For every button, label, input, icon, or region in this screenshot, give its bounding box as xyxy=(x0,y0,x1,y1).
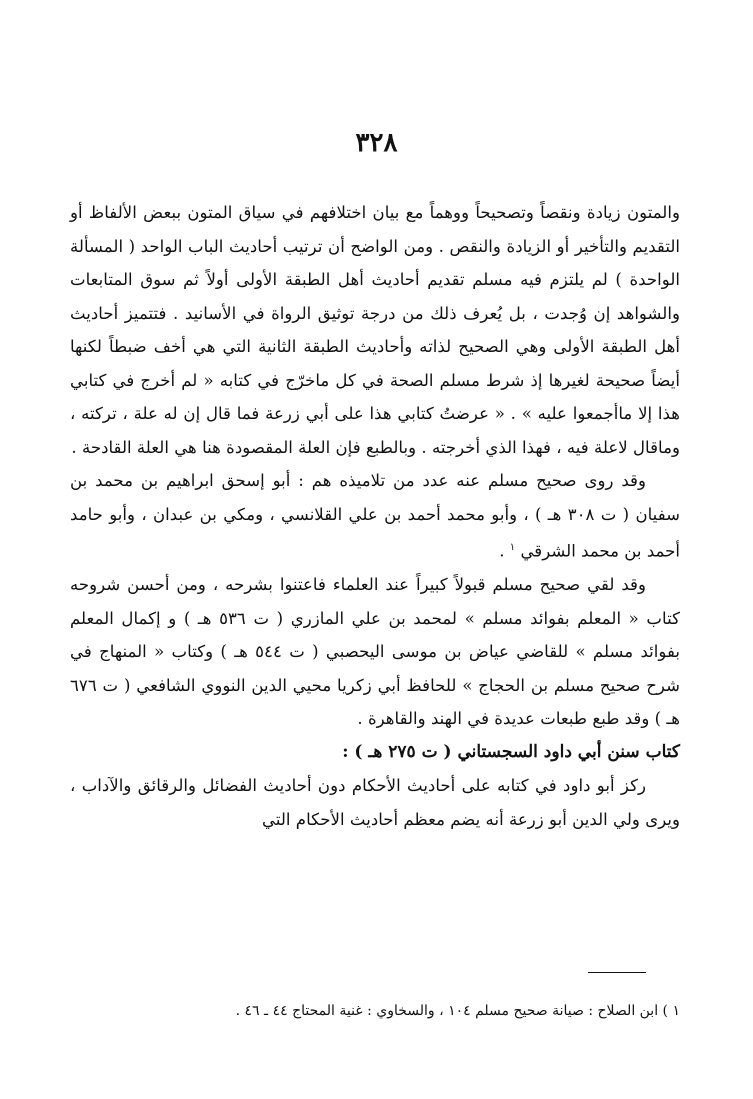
body-text xyxy=(70,196,680,836)
section-heading: كتاب سنن أبي داود السجستاني ( ت ٢٧٥ هـ ) : xyxy=(342,741,680,762)
paragraph-2-end: . xyxy=(499,541,510,561)
paragraph-2-text: وقد روى صحيح مسلم عنه عدد من تلاميذه هم : أبو إسحق ابراهيم بن محمد بن سفيان ( ت ٣٠٨ هـ ) ، وأبو محمد أحمد بن علي القلانسي ، ومكي بن عبدان ، وأبو حامد أحمد بن محمد الشرقي xyxy=(70,471,680,561)
page-number: ٣٢٨ xyxy=(355,128,398,158)
paragraph-1: والمتون زيادة ونقصاً وتصحيحاً ووهماً مع بيان اختلافهم في سياق المتون ببعض الألفاظ أو التقديم والتأخير أو الزيادة والنقص . ومن الواضح أن ترتيب أحاديث الباب الواحد ( المسألة الواحدة ) لم يلتزم فيه مسلم تقديم أحاديث أهل الطبقة الأولى أولاً ثم سوق المتابعات والشواهد إن وُجدت ، بل يُعرف ذلك من درجة توثيق الرواة في الأسانيد . فتتميز أحاديث أهل الطبقة الأولى وهي الصحيح لذاته وأحاديث الطبقة الثانية التي هي أخف ضبطاً لكنها أيضاً صحيحة لغيرها إذ شرط مسلم الصحة في كل ماخرّج في كتابه « لم أخرج في كتابي هذا إلا ماأجمعوا عليه » . « عرضتُ كتابي هذا على أبي زرعة فما قال إن له علة ، تركته ، وماقال لاعلة فيه ، فهذا الذي أخرجته . وبالطبع فإن العلة المقصودة هنا هي العلة القادحة . xyxy=(70,203,680,457)
paragraph-2 xyxy=(70,464,680,568)
paragraph-4: ركز أبو داود في كتابه على أحاديث الأحكام دون أحاديث الفضائل والرقائق والآداب ، ويرى ولي الدين أبو زرعة أنه يضم معظم أحاديث الأحكام التي xyxy=(70,776,680,829)
footnote-divider xyxy=(588,972,646,973)
footnote-marker: ١ xyxy=(509,542,516,553)
footnote: ١ ) ابن الصلاح : صيانة صحيح مسلم ١٠٤ ، والسخاوي : غنية المحتاج ٤٤ ـ ٤٦ . xyxy=(235,1003,680,1019)
paragraph-3: وقد لقي صحيح مسلم قبولاً كبيراً عند العلماء فاعتنوا بشرحه ، ومن أحسن شروحه كتاب « المعلم بفوائد مسلم » لمحمد بن علي المازري ( ت ٥٣٦ هـ ) و إكمال المعلم بفوائد مسلم » للقاضي عياض بن موسى اليحصبي ( ت ٥٤٤ هـ ) وكتاب « المنهاج في شرح صحيح مسلم بن الحجاج » للحافظ أبي زكريا محيي الدين النووي الشافعي ( ت ٦٧٦ هـ ) وقد طبع طبعات عديدة في الهند والقاهرة . xyxy=(70,575,680,729)
